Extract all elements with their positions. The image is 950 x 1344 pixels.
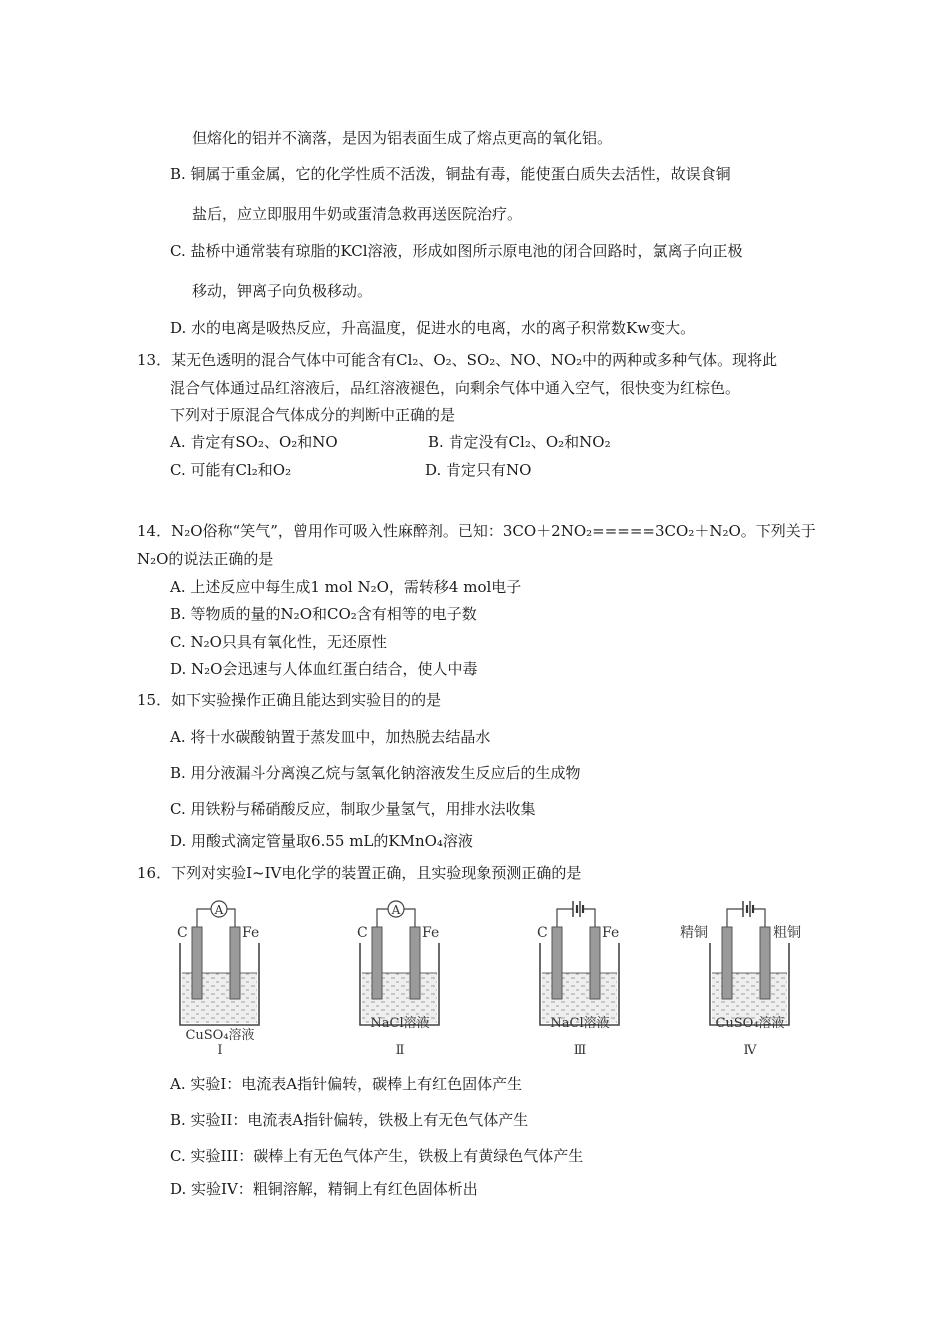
iron-electrode	[590, 927, 600, 999]
q16-option-c: C. 实验III：碳棒上有无色气体产生，铁极上有黄绿色气体产生	[170, 1147, 584, 1165]
q13-option-b: B. 肯定没有Cl₂、O₂和NO₂	[428, 433, 611, 451]
ammeter-label: A	[214, 903, 224, 917]
q14-option-d: D. N₂O会迅速与人体血红蛋白结合，使人中毒	[170, 660, 478, 678]
iron-electrode	[230, 927, 240, 999]
q16-stem: 16．下列对实验I~IV电化学的装置正确，且实验现象预测正确的是	[137, 864, 582, 882]
apparatus-3	[537, 901, 619, 1055]
carbon-electrode	[372, 927, 382, 999]
q12-option-c-continuation: 移动，钾离子向负极移动。	[192, 282, 373, 300]
solution-label: CuSO₄溶液	[715, 1016, 785, 1031]
apparatus-4	[680, 901, 801, 1055]
battery-icon	[743, 901, 753, 917]
q14-option-b: B. 等物质的量的N₂O和CO₂含有相等的电子数	[170, 605, 477, 623]
crude-copper-electrode	[760, 927, 770, 999]
apparatus-2	[357, 901, 439, 1055]
apparatus-number: Ⅰ	[217, 1043, 223, 1055]
right-electrode-label: 粗铜	[773, 925, 801, 941]
left-electrode-label: 精铜	[680, 925, 708, 941]
q13-stem-line2: 混合气体通过品红溶液后，品红溶液褪色，向剩余气体中通入空气，很快变为红棕色。	[170, 379, 741, 397]
q15-option-c: C. 用铁粉与稀硝酸反应，制取少量氢气，用排水法收集	[170, 800, 536, 818]
q12-option-b-continuation: 盐后，应立即服用牛奶或蛋清急救再送医院治疗。	[192, 205, 523, 223]
solution-label: NaCl溶液	[550, 1016, 610, 1031]
ammeter-label: A	[391, 903, 401, 917]
q15-stem: 15．如下实验操作正确且能达到实验目的的是	[137, 691, 442, 709]
right-electrode-label: Fe	[242, 925, 260, 941]
q15-option-b: B. 用分液漏斗分离溴乙烷与氢氧化钠溶液发生反应后的生成物	[170, 764, 581, 782]
q12-option-b: B. 铜属于重金属，它的化学性质不活泼，铜盐有毒，能使蛋白质失去活性，故误食铜	[170, 165, 731, 183]
q13-option-c: C. 可能有Cl₂和O₂	[170, 461, 292, 479]
q12-option-d: D. 水的电离是吸热反应，升高温度，促进水的电离，水的离子积常数Kw变大。	[170, 319, 696, 337]
q12-option-a-continuation: 但熔化的铝并不滴落，是因为铝表面生成了熔点更高的氧化铝。	[192, 129, 613, 147]
q15-option-d: D. 用酸式滴定管量取6.55 mL的KMnO₄溶液	[170, 832, 473, 850]
q13-option-a: A. 肯定有SO₂、O₂和NO	[170, 433, 338, 451]
carbon-electrode	[192, 927, 202, 999]
q13-stem-line3: 下列对于原混合气体成分的判断中正确的是	[170, 406, 456, 424]
q12-option-c: C. 盐桥中通常装有琼脂的KCl溶液，形成如图所示原电池的闭合回路时，氯离子向正极	[170, 242, 743, 260]
left-electrode-label: C	[357, 925, 368, 941]
right-electrode-label: Fe	[422, 925, 440, 941]
q14-option-a: A. 上述反应中每生成1 mol N₂O，需转移4 mol电子	[170, 578, 522, 596]
pure-copper-electrode	[722, 927, 732, 999]
left-electrode-label: C	[537, 925, 548, 941]
electrochemistry-apparatus-figure	[170, 895, 830, 1055]
apparatus-1	[177, 901, 259, 1055]
iron-electrode	[410, 927, 420, 999]
apparatus-number: Ⅲ	[573, 1043, 587, 1055]
apparatus-number: Ⅱ	[395, 1043, 405, 1055]
q13-option-d: D. 肯定只有NO	[425, 461, 532, 479]
q16-option-d: D. 实验IV：粗铜溶解，精铜上有红色固体析出	[170, 1180, 478, 1198]
q15-option-a: A. 将十水碳酸钠置于蒸发皿中，加热脱去结晶水	[170, 728, 491, 746]
q14-stem-line1: 14．N₂O俗称“笑气”，曾用作可吸入性麻醉剂。已知：3CO＋2NO₂=====3CO₂＋N₂O。下列关于	[137, 522, 816, 540]
solution-label: NaCl溶液	[370, 1016, 430, 1031]
q14-option-c: C. N₂O只具有氧化性，无还原性	[170, 633, 387, 651]
apparatus-number: Ⅳ	[743, 1043, 757, 1055]
q13-stem-line1: 13．某无色透明的混合气体中可能含有Cl₂、O₂、SO₂、NO、NO₂中的两种或多种气体。现将此	[137, 351, 778, 369]
q16-option-a: A. 实验I：电流表A指针偏转，碳棒上有红色固体产生	[170, 1075, 523, 1093]
right-electrode-label: Fe	[602, 925, 620, 941]
left-electrode-label: C	[177, 925, 188, 941]
q14-stem-line2: N₂O的说法正确的是	[137, 550, 274, 568]
solution-label: CuSO₄溶液	[185, 1028, 255, 1043]
battery-icon	[573, 901, 583, 917]
q16-option-b: B. 实验II：电流表A指针偏转，铁极上有无色气体产生	[170, 1111, 529, 1129]
carbon-electrode	[552, 927, 562, 999]
